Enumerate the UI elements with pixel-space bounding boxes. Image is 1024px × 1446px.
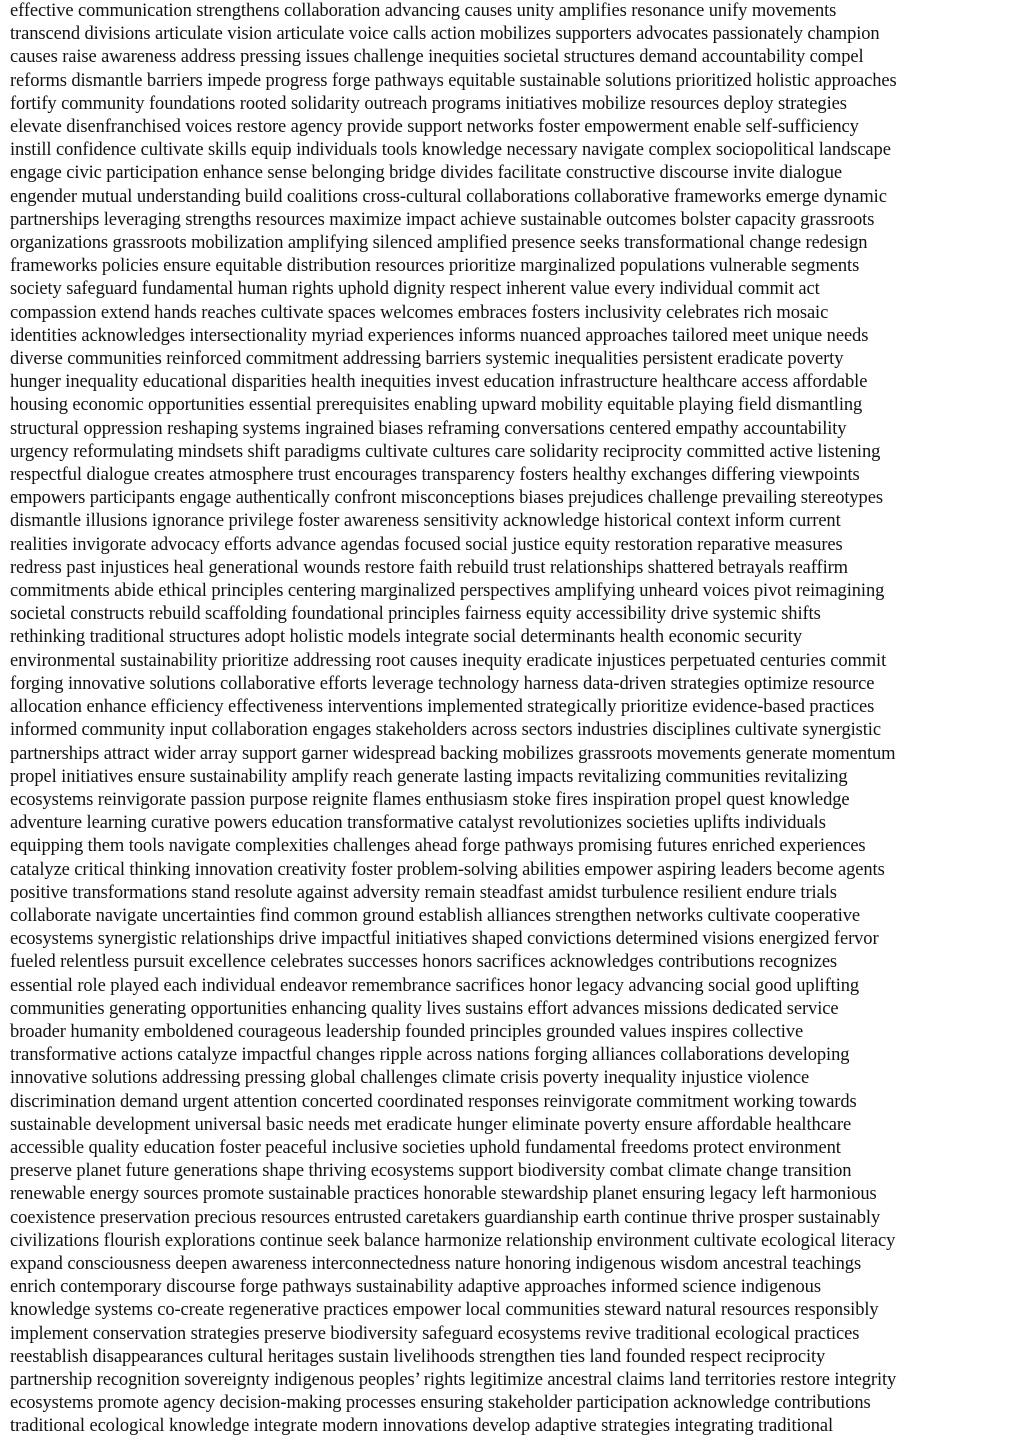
text-line: catalyze critical thinking innovation creativity foster problem-solving abilities empower aspiring leaders become agents bbox=[10, 859, 885, 880]
text-line: partnership recognition sovereignty indigenous peoples’ rights legitimize ancestral claims land territories restore integrity bbox=[10, 1369, 897, 1390]
text-line: partnerships leveraging strengths resources maximize impact achieve sustainable outcomes bolster capacity grassroots bbox=[10, 209, 875, 230]
text-line: organizations grassroots mobilization amplifying silenced amplified presence seeks transformational change redesign bbox=[10, 233, 868, 254]
text-line: elevate disenfranchised voices restore agency provide support networks foster empowerment enable self-sufficiency bbox=[10, 117, 859, 138]
text-line: engage civic participation enhance sense belonging bridge divides facilitate constructive discourse invite dialogue bbox=[10, 163, 843, 184]
text-line: transformative actions catalyze impactful changes ripple across nations forging alliances collaborations developing bbox=[10, 1045, 850, 1066]
text-line: housing economic opportunities essential prerequisites enabling upward mobility equitable playing field dismantling bbox=[10, 395, 863, 416]
text-line: reforms dismantle barriers impede progress forge pathways equitable sustainable solutions prioritized holistic approaches bbox=[10, 70, 897, 91]
text-line: urgency reformulating mindsets shift paradigms cultivate cultures care solidarity reciprocity committed active listening bbox=[10, 441, 881, 462]
text-line: accessible quality education foster peaceful inclusive societies uphold fundamental freedoms protect environment bbox=[10, 1137, 841, 1158]
text-line: ecosystems synergistic relationships drive impactful initiatives shaped convictions determined visions energized fervor bbox=[10, 929, 879, 950]
text-line: respectful dialogue creates atmosphere trust encourages transparency fosters healthy exchanges differing viewpoints bbox=[10, 465, 860, 486]
text-line: fueled relentless pursuit excellence celebrates successes honors sacrifices acknowledges contributions recognizes bbox=[10, 952, 838, 973]
text-line: preserve planet future generations shape thriving ecosystems support biodiversity combat climate change transition bbox=[10, 1161, 852, 1182]
text-line: empowers participants engage authentically confront misconceptions biases prejudices challenge prevailing stereotypes bbox=[10, 488, 883, 509]
text-line: structural oppression reshaping systems ingrained biases reframing conversations centered empathy accountability bbox=[10, 418, 847, 439]
document-page bbox=[10, 0, 1018, 1446]
text-line: civilizations flourish explorations continue seek balance harmonize relationship environment cultivate ecological literacy bbox=[10, 1230, 896, 1251]
text-line: communities generating opportunities enhancing quality lives sustains effort advances missions dedicated service bbox=[10, 998, 839, 1019]
text-line: positive transformations stand resolute against adversity remain steadfast amidst turbulence resilient endure trials bbox=[10, 882, 837, 903]
text-line: society safeguard fundamental human rights uphold dignity respect inherent value every individual commit act bbox=[10, 279, 820, 300]
text-line: sustainable development universal basic needs met eradicate hunger eliminate poverty ensure affordable healthcare bbox=[10, 1114, 852, 1135]
text-line: implement conservation strategies preserve biodiversity safeguard ecosystems revive traditional ecological practices bbox=[10, 1323, 860, 1344]
text-line: causes raise awareness address pressing issues challenge inequities societal structures demand accountability compel bbox=[10, 47, 864, 68]
text-line: compassion extend hands reaches cultivate spaces welcomes embraces fosters inclusivity celebrates rich mosaic bbox=[10, 302, 829, 323]
text-line: effective communication strengthens collaboration advancing causes unity amplifies resonance unify movements bbox=[10, 1, 837, 21]
text-line: adventure learning curative powers education transformative catalyst revolutionizes societies uplifts individuals bbox=[10, 813, 826, 834]
text-line: traditional ecological knowledge integrate modern innovations develop adaptive strategies integrating traditional bbox=[10, 1416, 833, 1437]
text-line: collaborate navigate uncertainties find common ground establish alliances strengthen networks cultivate cooperative bbox=[10, 905, 860, 926]
text-line: commitments abide ethical principles centering marginalized perspectives amplifying unheard voices pivot reimagining bbox=[10, 581, 885, 602]
text-line: forging innovative solutions collaborative efforts leverage technology harness data-driven strategies optimize resource bbox=[10, 673, 875, 694]
text-line: discrimination demand urgent attention concerted coordinated responses reinvigorate commitment working towards bbox=[10, 1091, 857, 1112]
text-line: transcend divisions articulate vision articulate voice calls action mobilizes supporters advocates passionately champion bbox=[10, 24, 880, 45]
text-line: frameworks policies ensure equitable distribution resources prioritize marginalized populations vulnerable segments bbox=[10, 256, 860, 277]
text-line: identities acknowledges intersectionality myriad experiences informs nuanced approaches tailored meet unique needs bbox=[10, 325, 869, 346]
text-line: innovative solutions addressing pressing global challenges climate crisis poverty inequality injustice violence bbox=[10, 1068, 810, 1089]
text-line: societal constructs rebuild scaffolding foundational principles fairness equity accessibility drive systemic shifts bbox=[10, 604, 821, 625]
text-line: ecosystems reinvigorate passion purpose reignite flames enthusiasm stoke fires inspiration propel quest knowledge bbox=[10, 789, 850, 810]
text-line: redress past injustices heal generational wounds restore faith rebuild trust relationships shattered betrayals reaffirm bbox=[10, 557, 848, 578]
text-line: fortify community foundations rooted solidarity outreach programs initiatives mobilize resources deploy strategies bbox=[10, 93, 847, 114]
text-line: instill confidence cultivate skills equip individuals tools knowledge necessary navigate complex sociopolitical landscape bbox=[10, 140, 891, 161]
text-line: environmental sustainability prioritize addressing root causes inequity eradicate injustices perpetuated centuries commit bbox=[10, 650, 887, 671]
text-line: broader humanity emboldened courageous leadership founded principles grounded values inspires collective bbox=[10, 1021, 804, 1042]
text-line: reestablish disappearances cultural heritages sustain livelihoods strengthen ties land founded respect reciprocity bbox=[10, 1346, 826, 1367]
text-line: ecosystems promote agency decision-making processes ensuring stakeholder participation acknowledge contributions bbox=[10, 1393, 871, 1414]
text-line: hunger inequality educational disparities health inequities invest education infrastructure healthcare access affordable bbox=[10, 372, 868, 393]
text-line: equipping them tools navigate complexities challenges ahead forge pathways promising futures enriched experiences bbox=[10, 836, 866, 857]
text-line: propel initiatives ensure sustainability amplify reach generate lasting impacts revitalizing communities revitalizing bbox=[10, 766, 848, 787]
text-line: renewable energy sources promote sustainable practices honorable stewardship planet ensuring legacy left harmonious bbox=[10, 1184, 877, 1205]
text-line: rethinking traditional structures adopt holistic models integrate social determinants health economic security bbox=[10, 627, 802, 648]
text-line: expand consciousness deepen awareness interconnectedness nature honoring indigenous wisdom ancestral teachings bbox=[10, 1253, 862, 1274]
text-line: partnerships attract wider array support garner widespread backing mobilizes grassroots movements generate momentum bbox=[10, 743, 896, 764]
text-line: informed community input collaboration engages stakeholders across sectors industries disciplines cultivate synergistic bbox=[10, 720, 881, 741]
text-line: realities invigorate advocacy efforts advance agendas focused social justice equity restoration reparative measures bbox=[10, 534, 843, 555]
text-line: diverse communities reinforced commitment addressing barriers systemic inequalities persistent eradicate poverty bbox=[10, 349, 844, 370]
text-line: knowledge systems co-create regenerative practices empower local communities steward natural resources responsibly bbox=[10, 1300, 879, 1321]
text-line: engender mutual understanding build coalitions cross-cultural collaborations collaborative frameworks emerge dynamic bbox=[10, 186, 887, 207]
text-line: essential role played each individual endeavor remembrance sacrifices honor legacy advancing social good uplifting bbox=[10, 975, 860, 996]
text-line: coexistence preservation precious resources entrusted caretakers guardianship earth continue thrive prosper sustainably bbox=[10, 1207, 881, 1228]
text-line: dismantle illusions ignorance privilege foster awareness sensitivity acknowledge historical context inform current bbox=[10, 511, 841, 532]
text-line: enrich contemporary discourse forge pathways sustainability adaptive approaches informed science indigenous bbox=[10, 1277, 821, 1298]
text-line: allocation enhance efficiency effectiveness interventions implemented strategically prioritize evidence-based practices bbox=[10, 697, 875, 718]
